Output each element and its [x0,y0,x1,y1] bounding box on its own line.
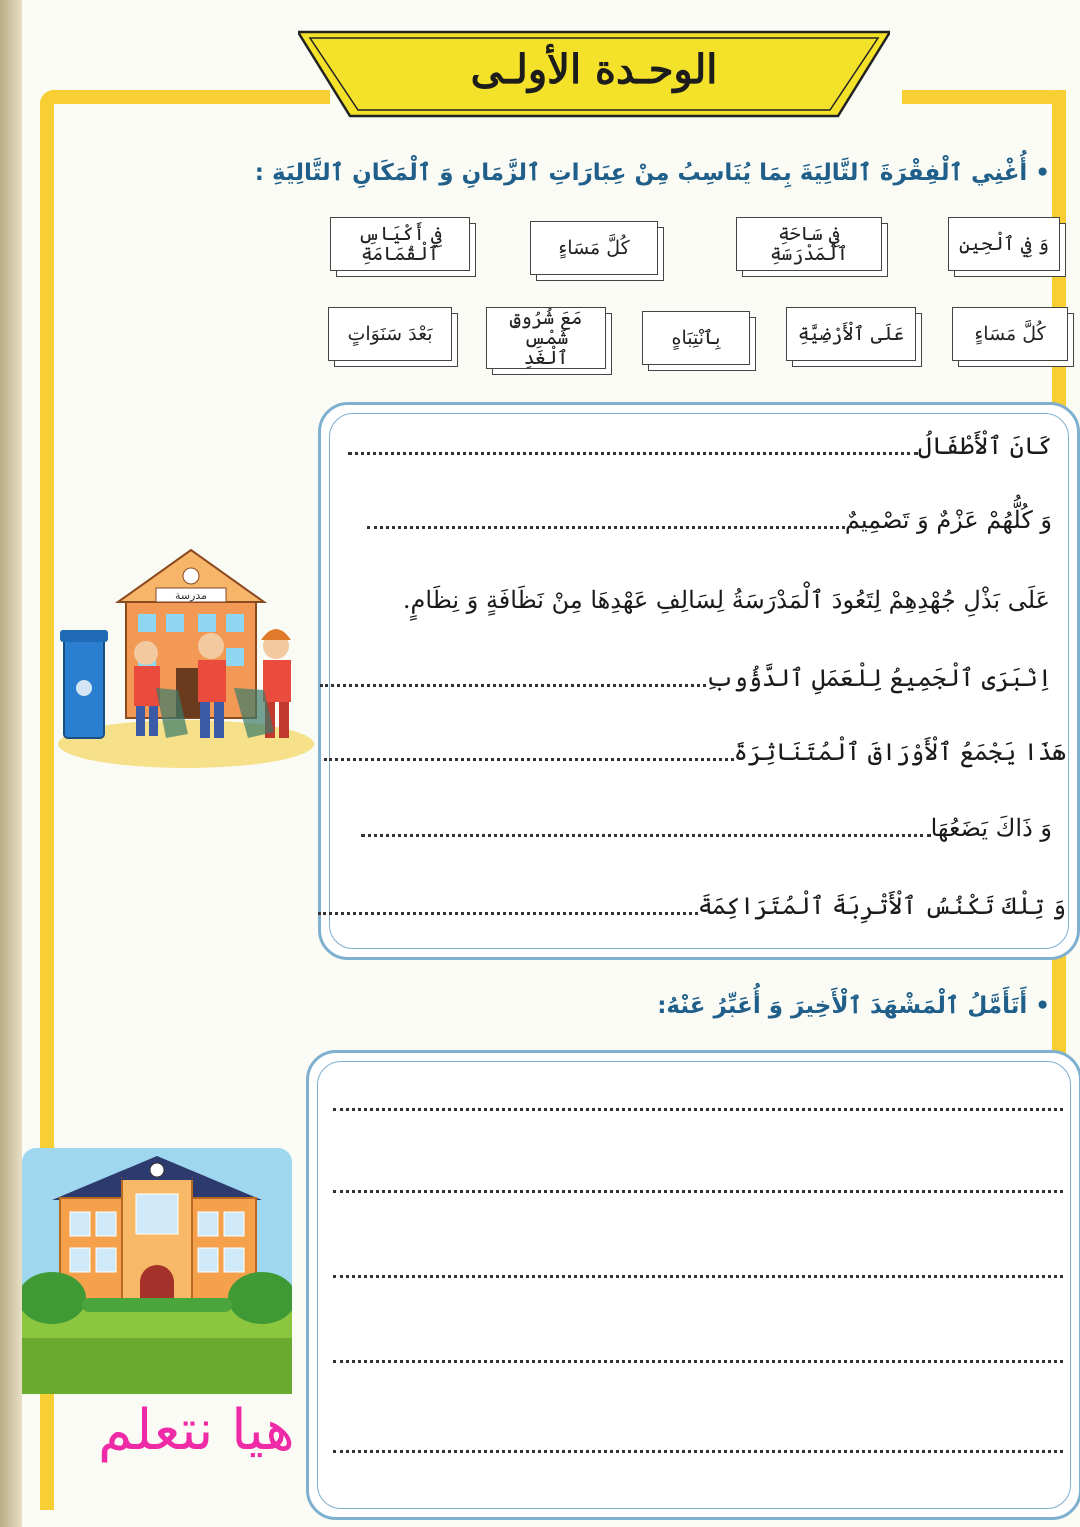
phrase-card: كُلَّ مَسَاءٍ [530,221,658,275]
paragraph-line-2: وَ كُلُّهُمْ عَزْمٌ وَ تَصْمِيمٌ [367,506,1052,534]
phrase-card: كُلَّ مَسَاءٍ [952,307,1068,361]
paragraph-line-4: اِنْبَرَى ٱلْجَمِيعُ لِلْعَمَلِ ٱلدَّؤُوبِ [320,664,1052,692]
paragraph-line-3: عَلَى بَذْلِ جُهْدِهِمْ لِتَعُودَ ٱلْمَدْرَسَةُ لِسَالِفِ عَهْدِهَا مِنْ نَظَافَةٍ وَ نِظَامٍ. [402,586,1050,614]
phrase-card: مَعَ شُرُوقِ شَمْسِ ٱلْغَدِ [486,307,606,369]
school-sign-text: مدرسة [174,589,208,602]
paragraph-line-7: وَ تِلْكَ تَكْنُسُ ٱلْأَتْرِبَةَ ٱلْمُتَرَاكِمَةَ [318,892,1066,920]
unit-title: الوحـدة الأولـى [470,46,718,93]
phrase-card: بِٱنْتِبَاهٍ [642,311,750,365]
phrase-card: بَعْدَ سَنَوَاتٍ [328,307,452,361]
phrase-card: وَ فِي ٱلْحِينِ [948,217,1060,271]
writing-line[interactable] [333,1275,1063,1278]
paragraph-line-5: هَذَا يَجْمَعُ ٱلْأَوْرَاقَ ٱلْمُتَنَاثِرَةَ [324,738,1066,766]
school-building-illustration [22,1148,292,1394]
phrase-card: فِي سَاحَةِ ٱلْمَدْرَسَةِ [736,217,882,271]
kids-cleaning-illustration [56,548,314,768]
book-spine [0,0,22,1527]
writing-line[interactable] [333,1108,1063,1111]
writing-line[interactable] [333,1450,1063,1453]
phrase-card: فِي أَكْيَاسِ ٱلْقُمَامَةِ [330,217,470,271]
writing-line[interactable] [333,1360,1063,1363]
exercise1-instruction: • أُغْنِي ٱلْفِقْرَةَ ٱلتَّالِيَةَ بِمَا يُنَاسِبُ مِنْ عِبَارَاتِ ٱلزَّمَانِ وَ ٱلْمَكَانِ ٱلتَّالِيَةِ : [254,160,1050,186]
footer-watermark: هيا نتعلم [98,1398,295,1463]
exercise2-instruction: • أَتَأَمَّلُ ٱلْمَشْهَدَ ٱلْأَخِيرَ وَ أُعَبِّرُ عَنْهُ: [657,993,1050,1019]
unit-banner [298,28,890,123]
writing-line[interactable] [333,1190,1063,1193]
phrase-card: عَلَى ٱلْأَرْضِيَّةِ [786,307,916,361]
paragraph-line-1: كَانَ ٱلْأَطْفَالُ [348,432,1052,460]
paragraph-line-6: وَ ذَاكَ يَضَعُهَا [361,814,1052,842]
